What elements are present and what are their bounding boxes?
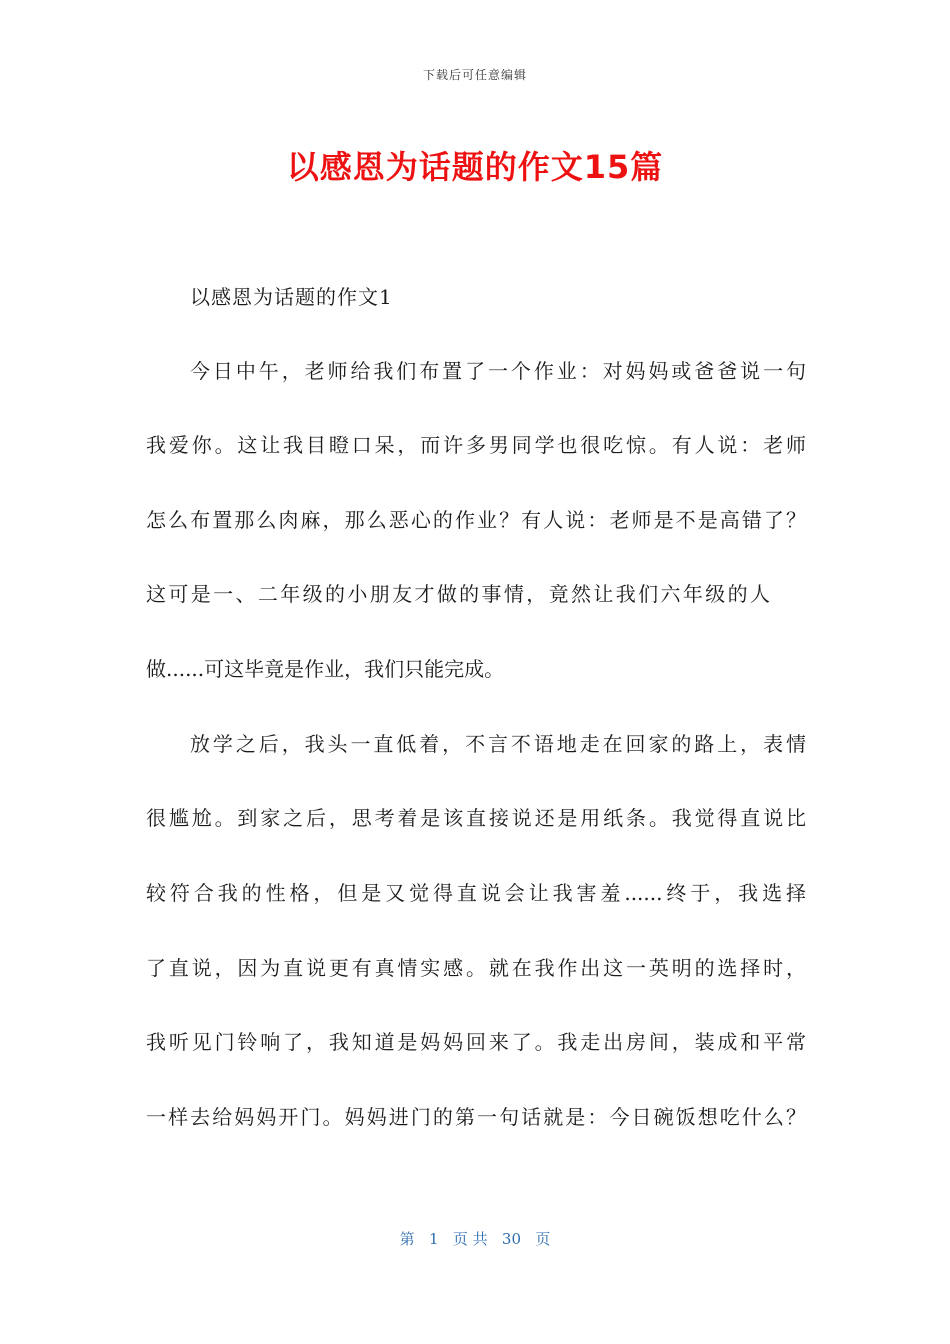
essay-subheading: 以感恩为话题的作文1 — [190, 285, 393, 309]
paragraph-2-line-1: 放学之后，我头一直低着，不言不语地走在回家的路上，表情 — [190, 732, 806, 756]
footer-current-page: 1 — [428, 1230, 439, 1248]
footer-middle: 页 共 — [452, 1230, 488, 1248]
paragraph-2-line-3: 较符合我的性格，但是又觉得直说会让我害羞......终于，我选择 — [146, 881, 806, 905]
page-footer — [0, 1228, 950, 1249]
paragraph-2-line-6: 一样去给妈妈开门。妈妈进门的第一句话就是：今日碗饭想吃什么？ — [146, 1105, 806, 1129]
paragraph-1-line-4: 这可是一、二年级的小朋友才做的事情，竟然让我们六年级的人 — [146, 582, 770, 606]
header-note: 下载后可任意编辑 — [422, 68, 527, 82]
paragraph-1-line-3: 怎么布置那么肉麻，那么恶心的作业？有人说：老师是不是高错了？ — [146, 508, 806, 532]
paragraph-2-line-5: 我听见门铃响了，我知道是妈妈回来了。我走出房间，装成和平常 — [146, 1030, 806, 1054]
document-title: 以感恩为话题的作文15篇 — [286, 148, 664, 186]
footer-total-pages: 30 — [501, 1230, 522, 1248]
paragraph-2-line-2: 很尴尬。到家之后，思考着是该直接说还是用纸条。我觉得直说比 — [146, 806, 806, 830]
paragraph-1-line-5: 做......可这毕竟是作业，我们只能完成。 — [146, 657, 505, 681]
footer-prefix: 第 — [399, 1230, 415, 1248]
paragraph-1-line-2: 我爱你。这让我目瞪口呆，而许多男同学也很吃惊。有人说：老师 — [146, 433, 806, 457]
paragraph-1-line-1: 今日中午，老师给我们布置了一个作业：对妈妈或爸爸说一句 — [190, 359, 806, 383]
paragraph-2-line-4: 了直说，因为直说更有真情实感。就在我作出这一英明的选择时， — [146, 956, 806, 980]
footer-suffix: 页 — [535, 1230, 551, 1248]
